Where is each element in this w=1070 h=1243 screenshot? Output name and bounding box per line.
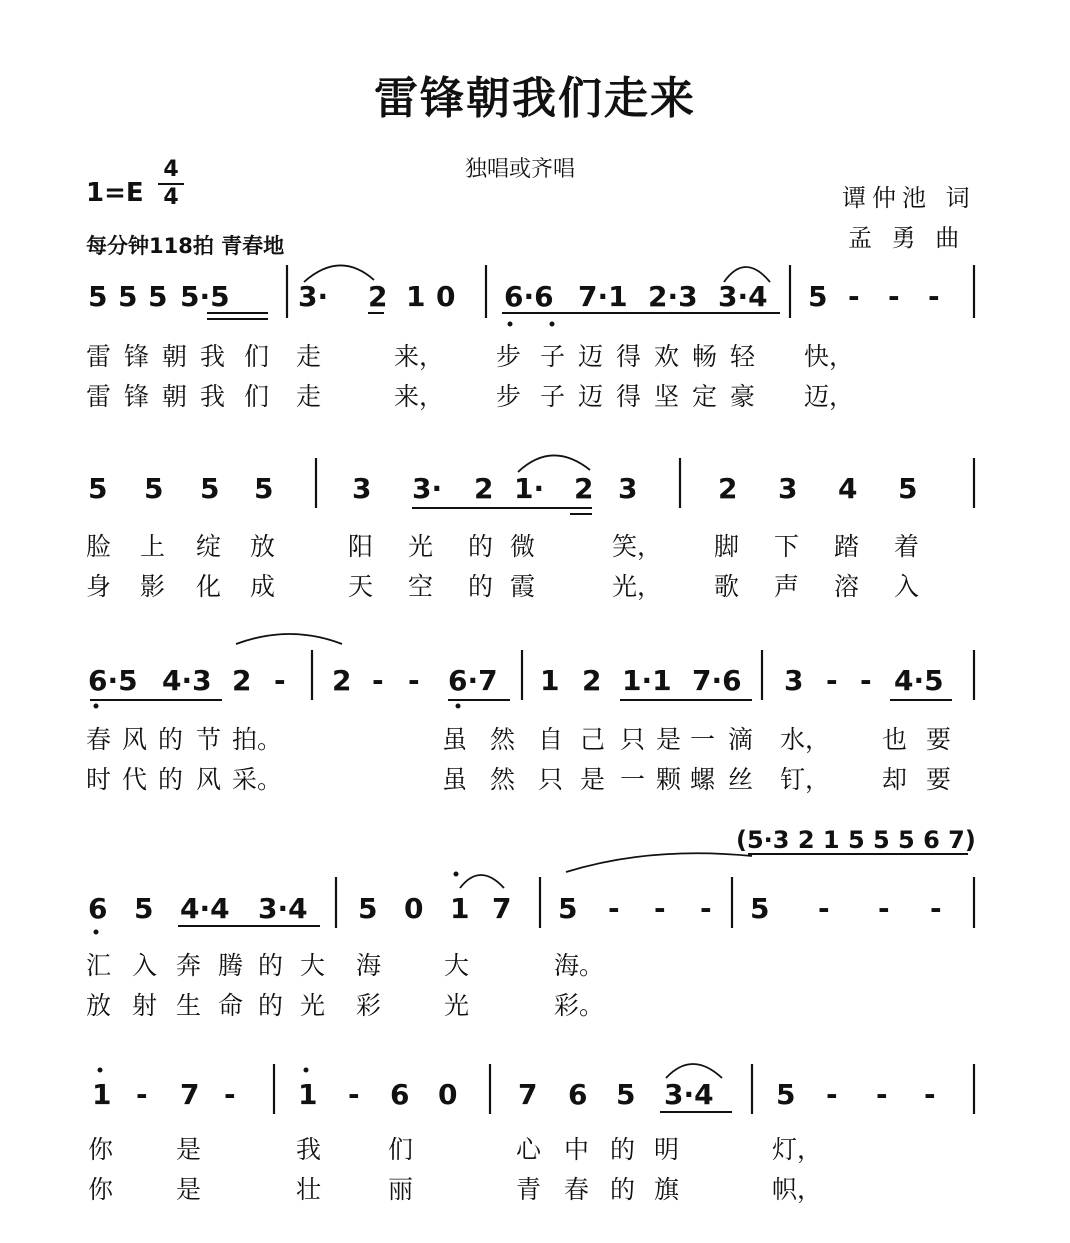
note: 3·	[412, 472, 443, 505]
lyric: 入	[894, 572, 920, 601]
note: 7	[180, 1078, 200, 1111]
lyric: 声	[774, 572, 800, 601]
lyric: 自	[538, 725, 564, 754]
lyric: 快，	[804, 342, 855, 371]
lyric: 脚	[714, 532, 740, 561]
lyric: 汇	[86, 951, 112, 980]
note: 1	[406, 280, 426, 313]
lyric: 步	[496, 382, 522, 411]
note: 1	[298, 1078, 318, 1111]
note: 0	[438, 1078, 458, 1111]
lyric: 是	[176, 1135, 202, 1164]
note: 5	[118, 280, 138, 313]
note: 4·3	[162, 664, 212, 697]
lyric: 迈	[578, 382, 604, 411]
lyric: 锋	[124, 342, 150, 371]
lyric: 身	[86, 572, 112, 601]
lyric: 光	[444, 991, 470, 1020]
lyric: 阳	[348, 532, 374, 561]
note: 0	[436, 280, 456, 313]
lyric: 坚	[654, 382, 680, 411]
lyric: 来，	[394, 342, 445, 371]
lyric: 溶	[834, 572, 860, 601]
lyric: 光，	[612, 572, 663, 601]
note: -	[654, 892, 666, 925]
lyric: 中	[564, 1135, 590, 1164]
lyric: 豪	[730, 382, 756, 411]
note: -	[224, 1078, 236, 1111]
note: 7	[518, 1078, 538, 1111]
note: 3·4	[258, 892, 308, 925]
lyric: 脸	[86, 532, 112, 561]
lyric: 得	[616, 382, 642, 411]
lyric: 雷	[86, 342, 112, 371]
lyric: 微	[510, 532, 536, 561]
lyric: 采。	[232, 765, 283, 794]
note: 1	[92, 1078, 112, 1111]
note: 3	[352, 472, 372, 505]
lyric: 迈	[578, 342, 604, 371]
lyric: 畅	[692, 342, 718, 371]
lyric: 着	[894, 532, 920, 561]
note: 3·4	[664, 1078, 714, 1111]
lyric: 滴	[728, 725, 754, 754]
note: 6·7	[448, 664, 498, 697]
lyric: 笑，	[612, 532, 663, 561]
lyric: 来，	[394, 382, 445, 411]
note: 5	[254, 472, 274, 505]
note: 5	[750, 892, 770, 925]
lyric: 只	[538, 765, 564, 794]
note: -	[608, 892, 620, 925]
lyric: 灯，	[772, 1135, 823, 1164]
note: 6·6	[504, 280, 554, 313]
lyric: 风	[196, 765, 222, 794]
lyric: 天	[348, 572, 374, 601]
lyric: 化	[196, 572, 222, 601]
note: 5	[358, 892, 378, 925]
lyric: 大	[300, 951, 326, 980]
note: -	[928, 280, 940, 313]
lyric: 海。	[554, 951, 605, 980]
note: -	[274, 664, 286, 697]
note: 3	[778, 472, 798, 505]
note: 6·5	[88, 664, 138, 697]
lyric: 光	[408, 532, 434, 561]
lyric: 的	[158, 725, 184, 754]
time-signature-top: 4	[163, 157, 179, 182]
note: 2	[718, 472, 738, 505]
lyric: 朝	[162, 342, 188, 371]
note: -	[876, 1078, 888, 1111]
lyric: 走	[296, 382, 322, 411]
lyric: 踏	[834, 532, 860, 561]
note: 7	[492, 892, 512, 925]
lyric: 的	[610, 1175, 636, 1204]
note: 5	[134, 892, 154, 925]
lyric: 只	[620, 725, 646, 754]
lyric: 螺	[690, 765, 716, 794]
lyric: 上	[140, 532, 166, 561]
lyric: 的	[258, 951, 284, 980]
note: 2	[474, 472, 494, 505]
note: 4·4	[180, 892, 230, 925]
note: -	[826, 1078, 838, 1111]
note: 4	[838, 472, 858, 505]
performance-style: 独唱或齐唱	[464, 157, 575, 182]
lyric: 然	[490, 765, 516, 794]
note: 6	[88, 892, 108, 925]
lyric: 的	[468, 572, 494, 601]
lyric: 的	[258, 991, 284, 1020]
lyric: 生	[176, 991, 202, 1020]
lyric: 走	[296, 342, 322, 371]
lyric: 丽	[388, 1175, 414, 1204]
lyric: 子	[540, 382, 566, 411]
lyric: 歌	[714, 572, 740, 601]
lyric: 绽	[196, 532, 222, 561]
note: -	[860, 664, 872, 697]
lyric: 明	[654, 1135, 680, 1164]
lyric: 拍。	[232, 725, 283, 754]
lyric: 心	[516, 1135, 542, 1164]
underlines	[90, 313, 968, 1112]
note: 5	[148, 280, 168, 313]
lyric: 欢	[654, 342, 680, 371]
lyric: 射	[132, 991, 158, 1020]
note: 5	[898, 472, 918, 505]
lyric: 轻	[730, 342, 756, 371]
lyric: 虽	[442, 725, 468, 754]
lyric: 子	[540, 342, 566, 371]
lyric: 们	[244, 382, 270, 411]
time-signature-bottom: 4	[163, 185, 179, 210]
lyric: 时	[86, 765, 112, 794]
lyric: 然	[490, 725, 516, 754]
note: 3·	[298, 280, 329, 313]
note: 2	[582, 664, 602, 697]
lyric: 你	[88, 1175, 114, 1204]
lyric: 旗	[654, 1175, 680, 1204]
note: -	[408, 664, 420, 697]
interlude: (5·3 2 1 5 5 5 6 7)	[736, 826, 976, 854]
lyric: 空	[408, 572, 434, 601]
lyric: 雷	[86, 382, 112, 411]
tempo-marking: 每分钟118拍 青春地	[86, 234, 285, 258]
note: 5	[776, 1078, 796, 1111]
note: 4·5	[894, 664, 944, 697]
lyric: 节	[196, 725, 222, 754]
lyric: 要	[926, 725, 952, 754]
lyric: 我	[296, 1135, 322, 1164]
note: 1	[450, 892, 470, 925]
lyric: 影	[140, 572, 166, 601]
note: -	[372, 664, 384, 697]
note: -	[878, 892, 890, 925]
note: -	[136, 1078, 148, 1111]
note: -	[888, 280, 900, 313]
note: 3	[618, 472, 638, 505]
note: 5	[144, 472, 164, 505]
note: 0	[404, 892, 424, 925]
note: 5	[616, 1078, 636, 1111]
lyric: 霞	[510, 572, 536, 601]
note: -	[924, 1078, 936, 1111]
note: 6	[568, 1078, 588, 1111]
lyric: 的	[468, 532, 494, 561]
lyric: 虽	[442, 765, 468, 794]
lyric: 命	[218, 991, 244, 1020]
note: 5	[200, 472, 220, 505]
lyric: 青	[516, 1175, 542, 1204]
lyric: 一	[690, 725, 716, 754]
lyric: 得	[616, 342, 642, 371]
slurs	[236, 265, 770, 1078]
note: 7·6	[692, 664, 742, 697]
lyric: 你	[88, 1135, 114, 1164]
lyric: 锋	[124, 382, 150, 411]
lyric: 定	[692, 382, 718, 411]
lyric: 们	[388, 1135, 414, 1164]
note: 2	[574, 472, 594, 505]
note: -	[700, 892, 712, 925]
lyric: 腾	[218, 951, 244, 980]
note: -	[848, 280, 860, 313]
lyric: 丝	[728, 765, 754, 794]
lyric: 壮	[296, 1175, 322, 1204]
lyric: 我	[200, 382, 226, 411]
lyric: 放	[86, 991, 112, 1020]
bar-lines	[274, 265, 974, 1114]
note: 3	[784, 664, 804, 697]
note: 1	[540, 664, 560, 697]
note: -	[818, 892, 830, 925]
lyric: 朝	[162, 382, 188, 411]
lyric: 是	[176, 1175, 202, 1204]
octave-dots	[94, 322, 555, 1073]
note: 3·4	[718, 280, 768, 313]
lyric: 风	[122, 725, 148, 754]
lyricist-credit: 谭仲池 词	[842, 184, 976, 212]
lyric: 彩	[356, 991, 382, 1020]
lyric: 海	[356, 951, 382, 980]
lyric: 代	[122, 765, 148, 794]
note: 5	[558, 892, 578, 925]
note: -	[826, 664, 838, 697]
note: 5	[88, 472, 108, 505]
note: 5	[808, 280, 828, 313]
lyric: 们	[244, 342, 270, 371]
song-title: 雷锋朝我们走来	[374, 73, 696, 124]
note: 7·1	[578, 280, 628, 313]
lyric: 迈，	[804, 382, 855, 411]
lyric: 水，	[780, 725, 831, 754]
lyric: 一	[620, 765, 646, 794]
lyric: 下	[774, 532, 800, 561]
note: 1·1	[622, 664, 672, 697]
lyric: 的	[610, 1135, 636, 1164]
lyric: 入	[132, 951, 158, 980]
note: 1·	[514, 472, 545, 505]
lyric: 帜，	[772, 1175, 823, 1204]
key-signature: 1=E	[86, 178, 144, 208]
lyric: 却	[882, 765, 908, 794]
note: 2	[232, 664, 252, 697]
lyric: 是	[580, 765, 606, 794]
lyric: 颗	[656, 765, 682, 794]
composer-credit: 孟 勇 曲	[848, 224, 966, 252]
lyric: 是	[656, 725, 682, 754]
lyric: 我	[200, 342, 226, 371]
note: 6	[390, 1078, 410, 1111]
lyric: 大	[444, 951, 470, 980]
lyric: 彩。	[554, 991, 605, 1020]
note: 2	[368, 280, 388, 313]
note: 2	[332, 664, 352, 697]
lyric: 放	[250, 532, 276, 561]
lyric: 也	[882, 725, 908, 754]
lyric: 己	[580, 725, 606, 754]
note: 2·3	[648, 280, 698, 313]
lyric: 奔	[176, 951, 202, 980]
note: 5·5	[180, 280, 230, 313]
lyric: 钉，	[780, 765, 831, 794]
lyric: 步	[496, 342, 522, 371]
lyric: 成	[250, 572, 276, 601]
note: -	[348, 1078, 360, 1111]
lyric: 春	[86, 725, 112, 754]
lyric: 的	[158, 765, 184, 794]
note: 5	[88, 280, 108, 313]
lyric: 春	[564, 1175, 590, 1204]
lyric: 要	[926, 765, 952, 794]
lyric: 光	[300, 991, 326, 1020]
note: -	[930, 892, 942, 925]
